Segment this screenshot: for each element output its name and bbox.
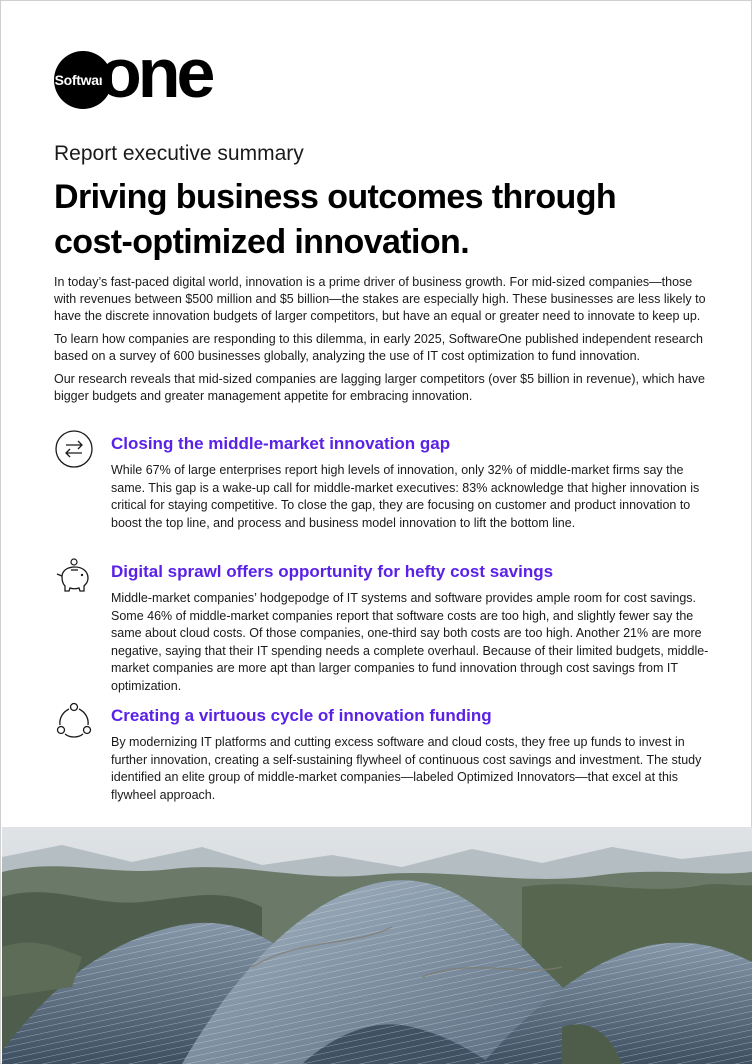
section-body: By modernizing IT platforms and cutting excess software and cloud costs, they free up funds to invest in further innovation, creating a self-sustaining flywheel of continuous cost savings and investment. The study identified an elite group of middle-market companies—labeled Optimized Innovators—that excel at this flywheel approach.	[111, 735, 702, 802]
cycle-icon	[54, 701, 94, 741]
solar-panel-hills-photo	[2, 827, 752, 1064]
intro-paragraph-2: To learn how companies are responding to this dilemma, in early 2025, SoftwareOne published independent research based on a survey of 600 businesses globally, analyzing the use of IT cost optimization to fund innovation.	[54, 332, 703, 363]
exchange-arrows-icon	[54, 429, 94, 469]
intro-paragraph-1: In today’s fast-paced digital world, innovation is a prime driver of business growth. For mid-sized companies—those with revenues between $500 million and $5 billion—the stakes are especially high. These businesses are less likely to have the discrete innovation budgets of larger competitors, but have an equal or greater need to innovate to keep up.	[54, 275, 706, 323]
page-title	[54, 175, 714, 265]
intro-text	[54, 274, 714, 411]
intro-paragraph-3: Our research reveals that mid-sized companies are lagging larger competitors (over $5 billion in revenue), which have bigger budgets and greater management appetite for embracing innovation.	[54, 372, 706, 403]
section-title: Creating a virtuous cycle of innovation funding	[111, 706, 492, 725]
section-title: Digital sprawl offers opportunity for hefty cost savings	[111, 562, 554, 581]
title-line-2: cost-optimized innovation.	[54, 223, 470, 261]
title-line-1: Driving business outcomes through	[54, 178, 617, 216]
logo-badge: Software	[54, 51, 112, 109]
report-kicker: Report executive summary	[54, 142, 304, 165]
piggy-bank-icon	[54, 557, 94, 597]
section-title: Closing the middle-market innovation gap	[111, 434, 451, 453]
section-body: While 67% of large enterprises report high levels of innovation, only 32% of middle-market firms say the same. This gap is a wake-up call for middle-market executives: 83% acknowledge that higher innovation is critical for staying competitive. To close the gap, they are focusing on customer and product innovation to boost the top line, and process and business model innovation to lift the bottom line.	[111, 463, 700, 530]
logo-wordmark: one	[99, 34, 212, 112]
section-body: Middle-market companies’ hodgepodge of IT systems and software provides ample room for cost savings. Some 46% of middle-market companies report that software costs are too high, and slightly fewer say the same about cloud costs. Of those companies, one-third say both costs are too high. Another 21% are more negative, saying that their IT spending needs a complete overhaul. Because of their limited budgets, middle-market companies are more apt than larger companies to fund innovation through cost savings from IT optimization.	[111, 591, 709, 693]
softwareone-logo	[54, 34, 224, 112]
